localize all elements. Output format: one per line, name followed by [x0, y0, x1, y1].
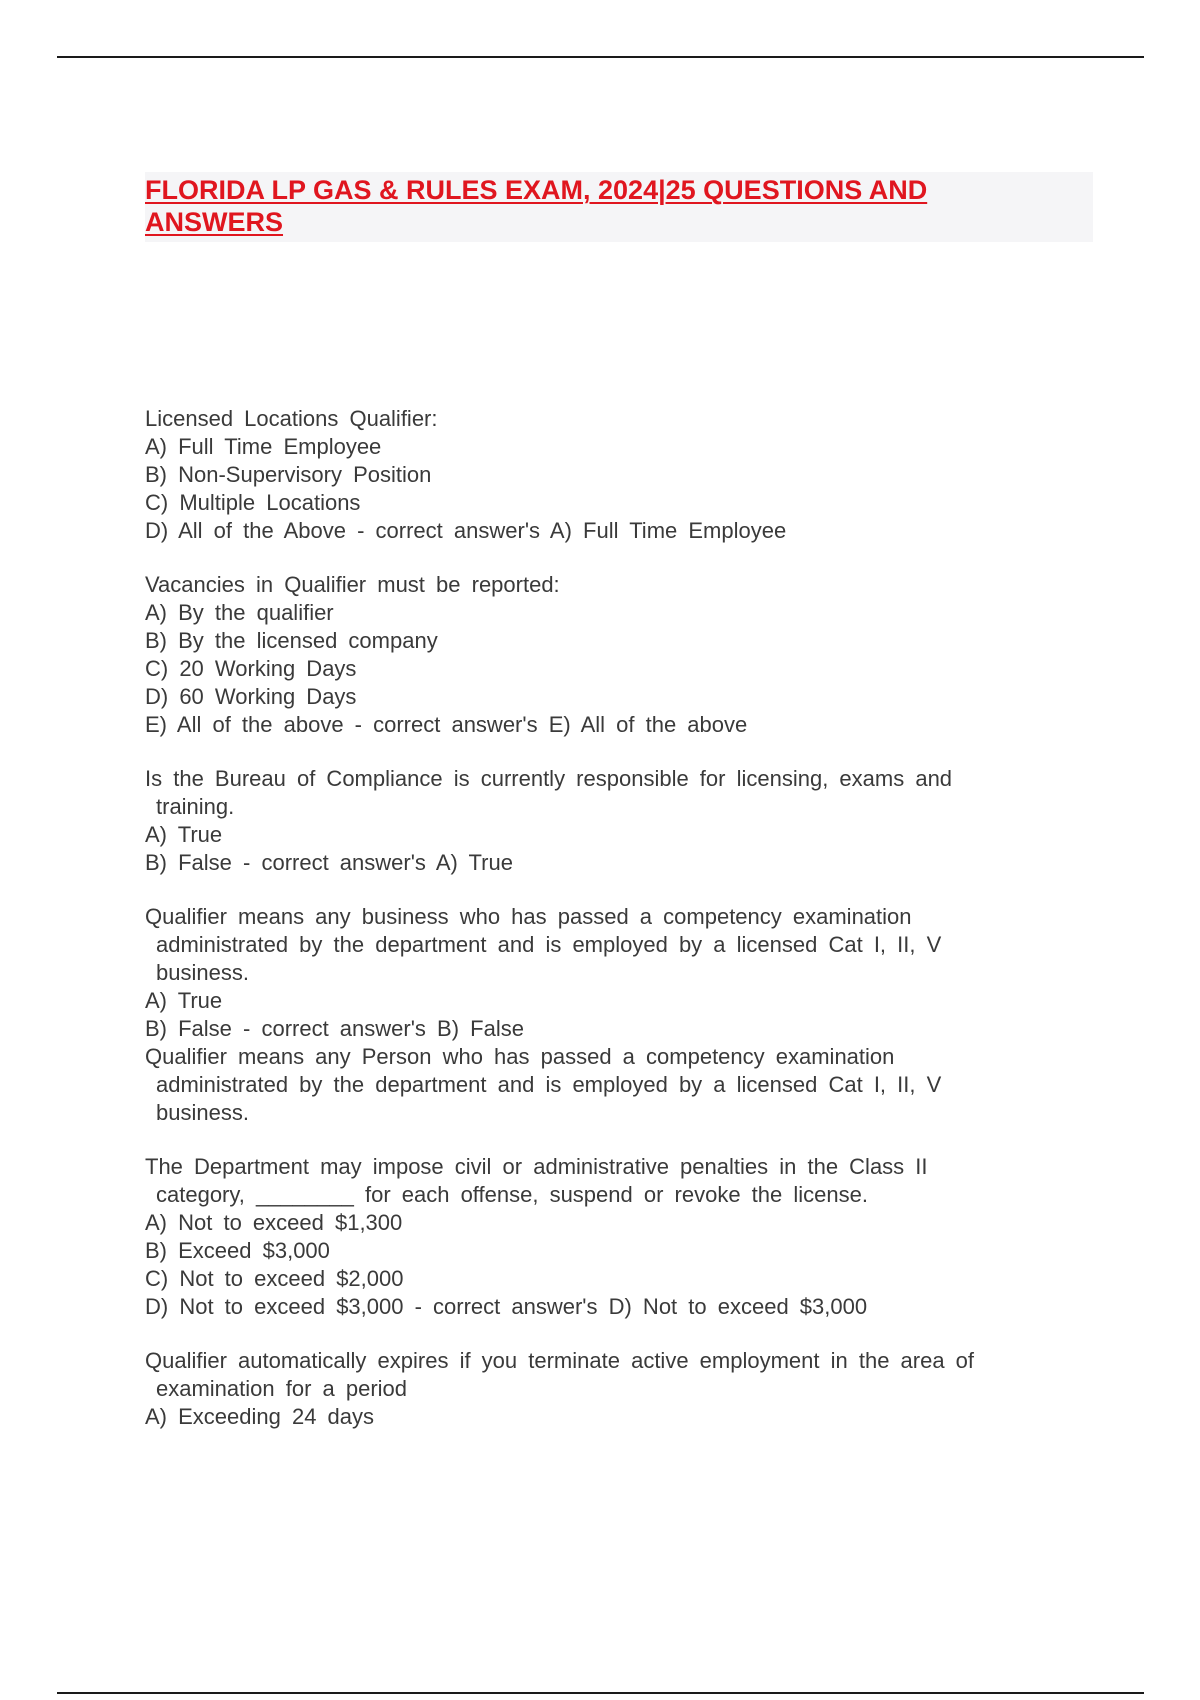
answer-option-with-correct-answer: E) All of the above - correct answer's E) All of the above — [145, 712, 748, 737]
question-text-continued: training. — [156, 794, 235, 819]
answer-option: A) True — [145, 822, 223, 847]
question-block-2 — [145, 571, 1085, 739]
question-text-continued: category, ________ for each offense, suspend or revoke the license. — [156, 1182, 868, 1207]
question-block-4 — [145, 903, 1085, 1127]
question-text: Qualifier automatically expires if you terminate active employment in the area of — [145, 1348, 975, 1373]
question-text: Is the Bureau of Compliance is currently responsible for licensing, exams and — [145, 766, 953, 791]
answer-option: C) 20 Working Days — [145, 656, 357, 681]
answer-option: A) By the qualifier — [145, 600, 334, 625]
title-band — [145, 172, 1093, 242]
question-block-1 — [145, 405, 1085, 545]
answer-option: A) Not to exceed $1,300 — [145, 1210, 403, 1235]
question-text-continued: administrated by the department and is employed by a licensed Cat I, II, V — [156, 932, 942, 957]
top-rule — [57, 56, 1144, 58]
answer-explanation-continued: business. — [156, 1100, 249, 1125]
answer-option: B) Exceed $3,000 — [145, 1238, 330, 1263]
question-text: Qualifier means any business who has passed a competency examination — [145, 904, 912, 929]
answer-option: A) Full Time Employee — [145, 434, 382, 459]
question-block-3 — [145, 765, 1085, 877]
answer-option: D) 60 Working Days — [145, 684, 357, 709]
answer-option: C) Multiple Locations — [145, 490, 361, 515]
document-title: FLORIDA LP GAS & RULES EXAM, 2024|25 QUESTIONS AND ANSWERS — [145, 175, 928, 237]
question-text-continued: business. — [156, 960, 249, 985]
answer-option-with-correct-answer: D) All of the Above - correct answer's A) Full Time Employee — [145, 518, 787, 543]
answer-option-with-correct-answer: B) False - correct answer's A) True — [145, 850, 513, 875]
answer-explanation-continued: administrated by the department and is employed by a licensed Cat I, II, V — [156, 1072, 942, 1097]
answer-option: A) True — [145, 988, 223, 1013]
answer-option: B) By the licensed company — [145, 628, 438, 653]
answer-option: B) Non-Supervisory Position — [145, 462, 432, 487]
answer-explanation: Qualifier means any Person who has passed a competency examination — [145, 1044, 895, 1069]
answer-option: C) Not to exceed $2,000 — [145, 1266, 404, 1291]
answer-option-with-correct-answer: D) Not to exceed $3,000 - correct answer's D) Not to exceed $3,000 — [145, 1294, 868, 1319]
question-text: Licensed Locations Qualifier: — [145, 406, 438, 431]
bottom-rule — [57, 1692, 1144, 1694]
question-text: The Department may impose civil or administrative penalties in the Class II — [145, 1154, 928, 1179]
question-text-continued: examination for a period — [156, 1376, 408, 1401]
document-body — [145, 405, 1085, 1431]
question-text: Vacancies in Qualifier must be reported: — [145, 572, 560, 597]
answer-option: A) Exceeding 24 days — [145, 1404, 375, 1429]
question-block-6 — [145, 1347, 1085, 1431]
answer-option-with-correct-answer: B) False - correct answer's B) False — [145, 1016, 524, 1041]
question-block-5 — [145, 1153, 1085, 1321]
